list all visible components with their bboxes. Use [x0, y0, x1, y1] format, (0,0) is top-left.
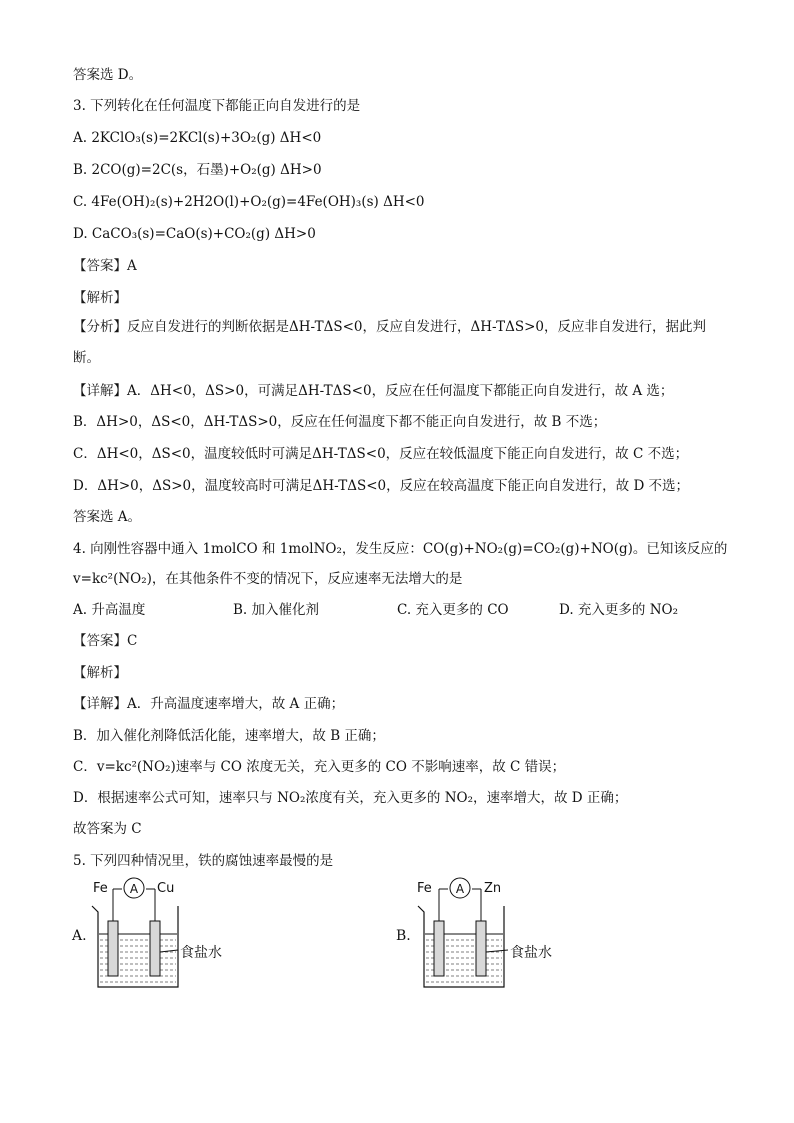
q3-conclusion: 答案选 A。 — [73, 509, 142, 525]
text-line: 答案选 D。 — [73, 67, 143, 83]
q3-detail-b: B．ΔH>0，ΔS<0，ΔH-TΔS>0，反应在任何温度下都不能正向自发进行，故 B 不选； — [73, 414, 607, 430]
q3-answer: 【答案】A — [73, 258, 137, 274]
electrode-label-cu: Cu — [157, 881, 175, 896]
q4-detail-d: D．根据速率公式可知，速率只与 NO₂浓度有关，充入更多的 NO₂，速率增大，故 D 正确； — [73, 790, 628, 806]
q3-option-b: B. 2CO(g)=2C(s，石墨)+O₂(g) ΔH>0 — [73, 162, 322, 178]
q4-answer: 【答案】C — [73, 633, 138, 649]
solution-label: 食盐水 — [180, 945, 222, 961]
figure-b-cell — [384, 874, 634, 998]
q4-analysis-heading: 【解析】 — [73, 665, 127, 681]
q3-analysis-line-1: 【分析】反应自发进行的判断依据是ΔH-TΔS<0，反应自发进行，ΔH-TΔS>0，反应非自发进行，据此判 — [73, 319, 707, 335]
q3-detail-d: D．ΔH>0，ΔS>0，温度较高时可满足ΔH-TΔS<0，反应在较高温度下能正向自发进行，故 D 不选； — [73, 478, 690, 494]
q4-option-b: B. 加入催化剂 — [233, 602, 320, 618]
q3-analysis-heading: 【解析】 — [73, 290, 127, 306]
q3-option-a: A. 2KClO₃(s)=2KCl(s)+3O₂(g) ΔH<0 — [73, 130, 322, 146]
beaker-diagram — [60, 874, 310, 998]
solution-label: 食盐水 — [510, 945, 552, 961]
question-4-stem-2: v=kc²(NO₂)，在其他条件不变的情况下，反应速率无法增大的是 — [73, 571, 463, 587]
q3-option-d: D. CaCO₃(s)=CaO(s)+CO₂(g) ΔH>0 — [73, 226, 316, 242]
question-5-stem: 5. 下列四种情况里，铁的腐蚀速率最慢的是 — [73, 853, 334, 869]
figure-a-letter: A. — [72, 928, 87, 944]
electrode-label-fe: Fe — [93, 881, 108, 896]
q3-detail-c: C．ΔH<0，ΔS<0，温度较低时可满足ΔH-TΔS<0，反应在较低温度下能正向自发进行，故 C 不选； — [73, 446, 689, 462]
question-3-stem: 3. 下列转化在任何温度下都能正向自发进行的是 — [73, 98, 361, 114]
question-4-stem-1: 4. 向刚性容器中通入 1molCO 和 1molNO₂，发生反应：CO(g)+NO₂(g)=CO₂(g)+NO(g)。已知该反应的 — [73, 541, 728, 557]
figure-a-cell — [60, 874, 310, 998]
ammeter-label: A — [129, 882, 139, 896]
figure-b-letter: B. — [396, 928, 411, 944]
q3-detail-a: 【详解】A．ΔH<0，ΔS>0，可满足ΔH-TΔS<0，反应在任何温度下都能正向自发进行，故 A 选； — [73, 383, 674, 399]
ammeter-label: A — [455, 882, 465, 896]
q4-option-a: A. 升高温度 — [73, 602, 146, 618]
beaker-diagram — [384, 874, 634, 998]
q4-detail-a: 【详解】A．升高温度速率增大，故 A 正确； — [73, 696, 345, 712]
q4-option-d: D. 充入更多的 NO₂ — [559, 602, 679, 618]
electrode-label-fe: Fe — [417, 881, 432, 896]
q4-detail-b: B．加入催化剂降低活化能，速率增大，故 B 正确； — [73, 728, 385, 744]
electrode-label-zn: Zn — [484, 881, 502, 896]
q4-detail-c: C．v=kc²(NO₂)速率与 CO 浓度无关，充入更多的 CO 不影响速率，故 C 错误； — [73, 759, 566, 775]
q4-conclusion: 故答案为 C — [73, 821, 142, 837]
q4-option-c: C. 充入更多的 CO — [397, 602, 509, 618]
q3-option-c: C. 4Fe(OH)₂(s)+2H2O(l)+O₂(g)=4Fe(OH)₃(s) ΔH<0 — [73, 194, 425, 210]
q3-analysis-line-2: 断。 — [73, 350, 100, 366]
